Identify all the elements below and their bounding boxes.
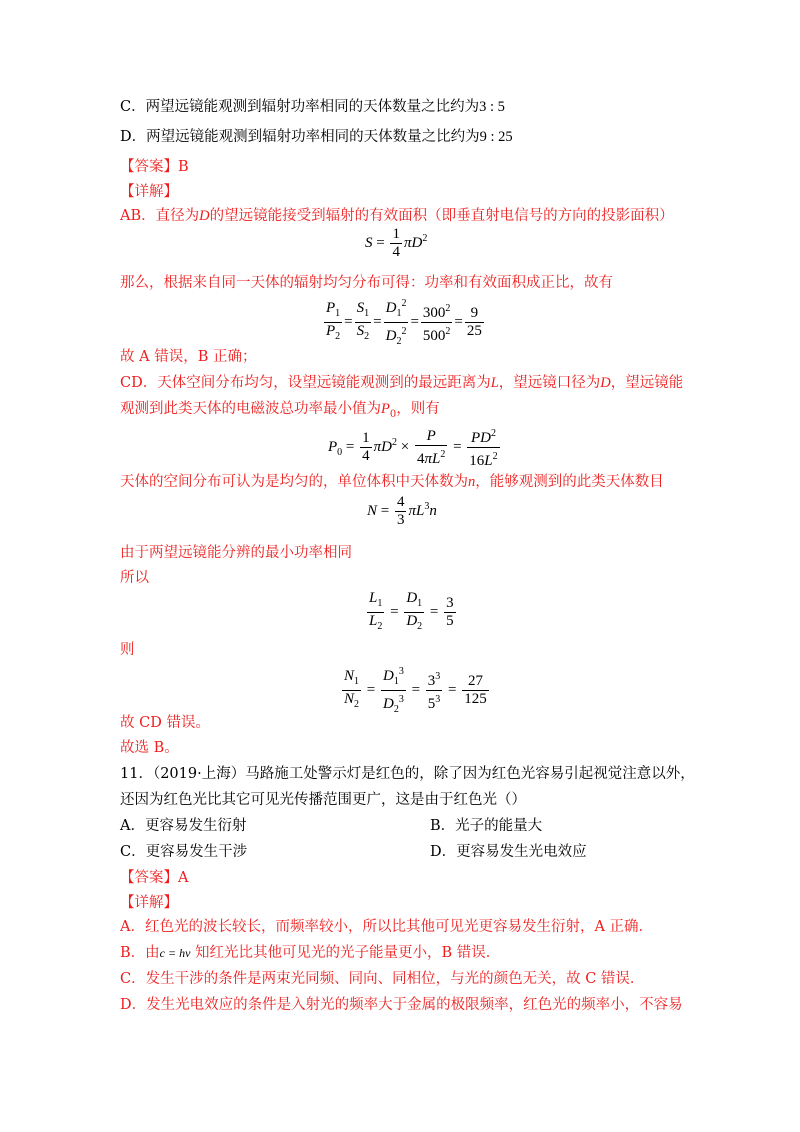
eq3-frac-p: $\frac{P}{4\pi L^2}$ [416,427,446,467]
q10-option-c-text: C．两望远镜能观测到辐射功率相同的天体数量之比约为 [120,99,480,115]
eq2-frac-s: $\frac{S_1}{S_2}$ [356,300,370,342]
eq6-n: N [344,668,355,684]
q10-cd-var-l: L [490,375,499,391]
eq2-frac-p: $\frac{P_1}{P_2}$ [326,300,341,342]
equation-min-power: $P_0$ = $\frac{1}{4}$ $\pi D^2$ × $\frac{P}{4\pi L^2}$ = $\frac{PD^2}{16L^2}$ [328,425,502,470]
q10-space-text-1: 天体的空间分布可认为是均匀的，单位体积中天体数为 [120,474,468,490]
eq2-s1: S [356,300,365,316]
q10-option-d-text: D．两望远镜能观测到辐射功率相同的天体数量之比约为 [120,129,480,145]
q10-space-text-2: ，能够观测到的此类天体数目 [475,474,664,490]
equation-effective-area: S = $\frac{1}{4}$ $\pi D^2$ [365,226,428,260]
equation-count-ratio: $\frac{N_1}{N_2}$ = $\frac{D_1^3}{D_2^3}$ = $\frac{3^3}{5^3}$ = $\frac{27}{125}$ [340,663,491,718]
q11-stem-2: 还因为红色光比其它可见光传播范围更广，这是由于红色光（） [120,792,526,808]
q11-detail-b-eq: c = hν [159,946,191,960]
q10-detail-label: 【详解】 [120,184,178,200]
q10-option-c-ratio: 3 : 5 [479,99,505,115]
eq5-frac-l: $\frac{L_1}{L_2}$ [369,590,383,632]
q11-option-c: C．更容易发生干涉 [120,844,248,860]
q10-cd-var-p0: P [381,401,390,417]
q11-detail-label: 【详解】 [120,895,178,911]
q10-space-line [120,472,664,492]
eq2-p1: P [326,300,336,316]
q10-option-d-ratio: 9 : 25 [479,129,513,145]
eq2-9: 9 [465,305,484,323]
q11-answer: 【答案】A [120,870,189,886]
eq4-rhs: πL [408,502,425,519]
eq2-500: 500 [422,328,446,344]
eq2-frac-num: $\frac{300^2}{500^2}$ [421,300,453,345]
equation-distance-ratio: $\frac{L_1}{L_2}$ = $\frac{D_1}{D_2}$ = $\frac{3}{5}$ [365,590,458,635]
eq5-l: L [369,590,378,606]
q10-cd-text-1: CD．天体空间分布均匀，设望远镜能观测到的最远距离为 [120,375,491,391]
eq1-den: 4 [392,244,400,260]
eq6-frac-d: $\frac{D_1^3}{D_2^3}$ [381,663,406,718]
eq1-rhs: πD [403,234,423,251]
eq2-frac-d: $\frac{D_1^2}{D_2^2}$ [384,295,409,350]
q11-detail-c: C．发生干涉的条件是两束光同频、同向、同相位，与光的颜色无关，故 C 错误． [120,971,645,987]
eq3-frac-result: $\frac{PD^2}{16L^2}$ [467,425,499,470]
q11-detail-d: D．发生光电效应的条件是入射光的频率大于金属的极限频率，红色光的频率小，不容易 [120,997,683,1013]
eq1-lhs: S [365,234,373,251]
q11-detail-a: A．红色光的波长较长，而频率较小，所以比其他可见光更容易发生衍射，A 正确． [120,919,654,935]
q10-a-wrong-line: 故 A 错误，B 正确； [120,349,257,365]
eq2-300: 300 [422,305,446,321]
eq1-fraction [390,226,402,261]
eq3-pd: PD [470,430,491,446]
eq2-d2: D [385,328,397,344]
q10-then-line: 则 [120,642,135,658]
eq5-3: 3 [446,595,454,611]
q10-option-c [120,97,505,117]
q10-choose-line: 故选 B。 [120,740,179,756]
eq5-frac-result [444,595,456,630]
eq5-frac-d: $\frac{D_1}{D_2}$ [406,590,423,632]
eq4-frac: $\frac{4}{3}$ [396,494,405,528]
eq2-d1: D [385,300,397,316]
q10-answer: 【答案】B [120,159,189,175]
q10-cd-text-3: ，望远镜能 [610,375,684,391]
q10-ab-text-2: 的望远镜能接受到辐射的有效面积（即垂直射电信号的方向的投影面积） [209,208,674,224]
eq2-s2: S [356,323,365,339]
eq5-5: 5 [446,613,454,629]
q10-space-var-n: n [468,474,476,490]
q11-option-a: A．更容易发生衍射 [120,818,247,834]
q11-detail-b-text-1: B．由 [120,945,160,961]
eq2-frac-result [465,305,484,340]
eq6-frac-n: $\frac{N_1}{N_2}$ [344,668,360,710]
eq6-27: 27 [462,673,489,691]
q10-ab-var: D [199,208,210,224]
q10-so2-line: 所以 [120,570,149,586]
q10-cd-line-2: 观测到此类天体的电磁波总功率最小值为$P_0$，则有 [120,401,440,420]
q11-detail-b-text-2: 知红光比其他可见光的光子能量更小，B 错误． [195,945,501,961]
q11-option-d: D．更容易发生光电效应 [430,844,587,860]
q10-min-line: 由于两望远镜能分辨的最小功率相同 [120,545,352,561]
q10-ab-text-1: AB．直径为 [120,208,200,224]
eq6-frac-result [462,673,489,708]
q11-option-b: B．光子的能量大 [430,818,543,834]
eq6-125: 125 [464,691,487,707]
eq2-p2: P [326,323,336,339]
equation-count: N = $\frac{4}{3}$ $\pi L^3n$ [367,494,437,528]
q11-detail-b [120,943,500,963]
equation-power-ratio: $\frac{P_1}{P_2}$ = $\frac{S_1}{S_2}$ = $\frac{D_1^2}{D_2^2}$ = $\frac{300^2}{500^2}$ = $\frac{9}{25}$ [322,295,486,350]
q10-cd-wrong-line: 故 CD 错误。 [120,715,210,731]
eq3-quarter: $\frac{1}{4}$ [362,430,370,464]
eq1-num: 1 [392,226,400,242]
eq2-25: 25 [466,323,482,339]
q10-option-d [120,127,513,147]
q10-ab-line [120,206,674,226]
eq3-16: 16 [469,453,485,469]
eq6-frac-pow: $\frac{3^3}{5^3}$ [426,668,443,713]
q11-stem-1: 11．（2019·上海）马路施工处警示灯是红色的，除了因为红色光容易引起视觉注意以外， [120,766,695,782]
q10-cd-line-1 [120,373,683,393]
q10-cd-text-4: 观测到此类天体的电磁波总功率最小值为 [120,401,381,417]
q10-cd-text-5: ，则有 [396,401,440,417]
q10-cd-var-d: D [600,375,611,391]
q10-so-line: 那么，根据来自同一天体的辐射均匀分布可得：功率和有效面积成正比，故有 [120,275,613,291]
q10-cd-text-2: ，望远镜口径为 [498,375,601,391]
